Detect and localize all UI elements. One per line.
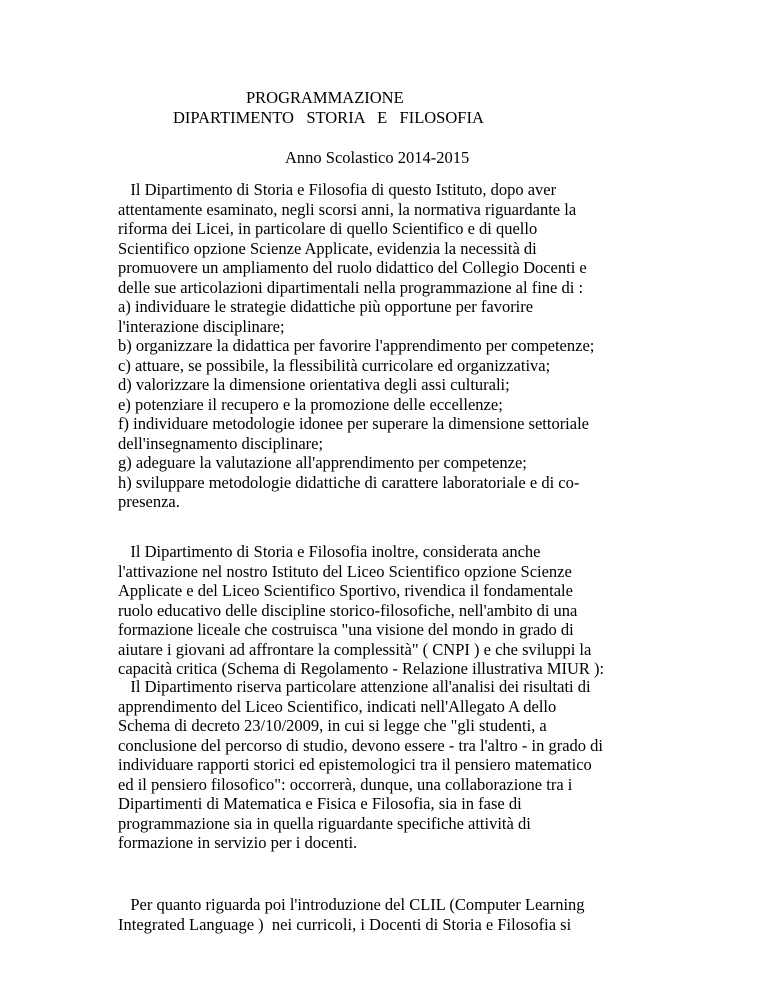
department-title: DIPARTIMENTO STORIA E FILOSOFIA bbox=[173, 108, 484, 127]
paragraph-line: apprendimento del Liceo Scientifico, indicati nell'Allegato A dello bbox=[118, 696, 557, 716]
list-item: d) valorizzare la dimensione orientativa degli assi culturali; bbox=[118, 375, 510, 394]
paragraph-line: Applicate e del Liceo Scientifico Sportivo, rivendica il fondamentale bbox=[118, 581, 573, 600]
paragraph-line: ruolo educativo delle discipline storico-filosofiche, nell'ambito di una bbox=[118, 600, 578, 620]
list-item: e) potenziare il recupero e la promozione delle eccellenze; bbox=[118, 394, 503, 414]
paragraph-line: Scientifico opzione Scienze Applicate, evidenzia la necessità di bbox=[118, 238, 537, 258]
list-item: dell'insegnamento disciplinare; bbox=[118, 433, 324, 453]
paragraph-line: Dipartimenti di Matematica e Fisica e Filosofia, sia in fase di bbox=[118, 794, 522, 813]
paragraph-line: riforma dei Licei, in particolare di quello Scientifico e di quello bbox=[118, 219, 538, 238]
list-item: f) individuare metodologie idonee per superare la dimensione settoriale bbox=[118, 414, 589, 433]
list-item: c) attuare, se possibile, la flessibilità curricolare ed organizzativa; bbox=[118, 355, 551, 375]
document-title: PROGRAMMAZIONE bbox=[246, 88, 404, 107]
list-item: g) adeguare la valutazione all'apprendimento per competenze; bbox=[118, 453, 527, 472]
paragraph-line: attentamente esaminato, negli scorsi anni, la normativa riguardante la bbox=[118, 199, 577, 219]
paragraph-line: Per quanto riguarda poi l'introduzione del CLIL (Computer Learning bbox=[118, 895, 585, 914]
paragraph-line: conclusione del percorso di studio, devono essere - tra l'altro - in grado di bbox=[118, 735, 604, 755]
list-item: presenza. bbox=[118, 492, 180, 511]
list-item: h) sviluppare metodologie didattiche di carattere laboratoriale e di co- bbox=[118, 472, 580, 492]
paragraph-learning-outcomes bbox=[118, 677, 738, 853]
paragraph-objectives bbox=[118, 180, 738, 512]
paragraph-line: Il Dipartimento di Storia e Filosofia inoltre, considerata anche bbox=[118, 542, 541, 561]
paragraph-line: Integrated Language ) nei curricoli, i Docenti di Storia e Filosofia si bbox=[118, 914, 572, 934]
paragraph-line: l'attivazione nel nostro Istituto del Liceo Scientifico opzione Scienze bbox=[118, 561, 572, 581]
paragraph-line: Schema di decreto 23/10/2009, in cui si legge che "gli studenti, a bbox=[118, 716, 547, 735]
paragraph-line: formazione liceale che costruisca "una visione del mondo in grado di bbox=[118, 620, 574, 639]
list-item: l'interazione disciplinare; bbox=[118, 316, 285, 336]
list-item: b) organizzare la didattica per favorire l'apprendimento per competenze; bbox=[118, 336, 595, 355]
paragraph-line: capacità critica (Schema di Regolamento - Relazione illustrativa MIUR ): bbox=[118, 659, 605, 678]
paragraph-line: aiutare i giovani ad affrontare la complessità" ( CNPI ) e che sviluppi la bbox=[118, 639, 592, 659]
paragraph-line: Il Dipartimento riserva particolare attenzione all'analisi dei risultati di bbox=[118, 677, 591, 696]
paragraph-line: promuovere un ampliamento del ruolo didattico del Collegio Docenti e bbox=[118, 258, 587, 277]
paragraph-educational-role bbox=[118, 542, 738, 679]
paragraph-line: Il Dipartimento di Storia e Filosofia di questo Istituto, dopo aver bbox=[118, 180, 557, 199]
paragraph-line: programmazione sia in quella riguardante specifiche attività di bbox=[118, 813, 531, 833]
paragraph-line: formazione in servizio per i docenti. bbox=[118, 833, 358, 852]
school-year: Anno Scolastico 2014-2015 bbox=[285, 148, 470, 167]
paragraph-clil bbox=[118, 895, 738, 934]
paragraph-line: ed il pensiero filosofico": occorrerà, dunque, una collaborazione tra i bbox=[118, 774, 573, 794]
list-item: a) individuare le strategie didattiche più opportune per favorire bbox=[118, 297, 534, 316]
paragraph-line: delle sue articolazioni dipartimentali nella programmazione al fine di : bbox=[118, 277, 584, 297]
paragraph-line: individuare rapporti storici ed epistemologici tra il pensiero matematico bbox=[118, 755, 592, 774]
